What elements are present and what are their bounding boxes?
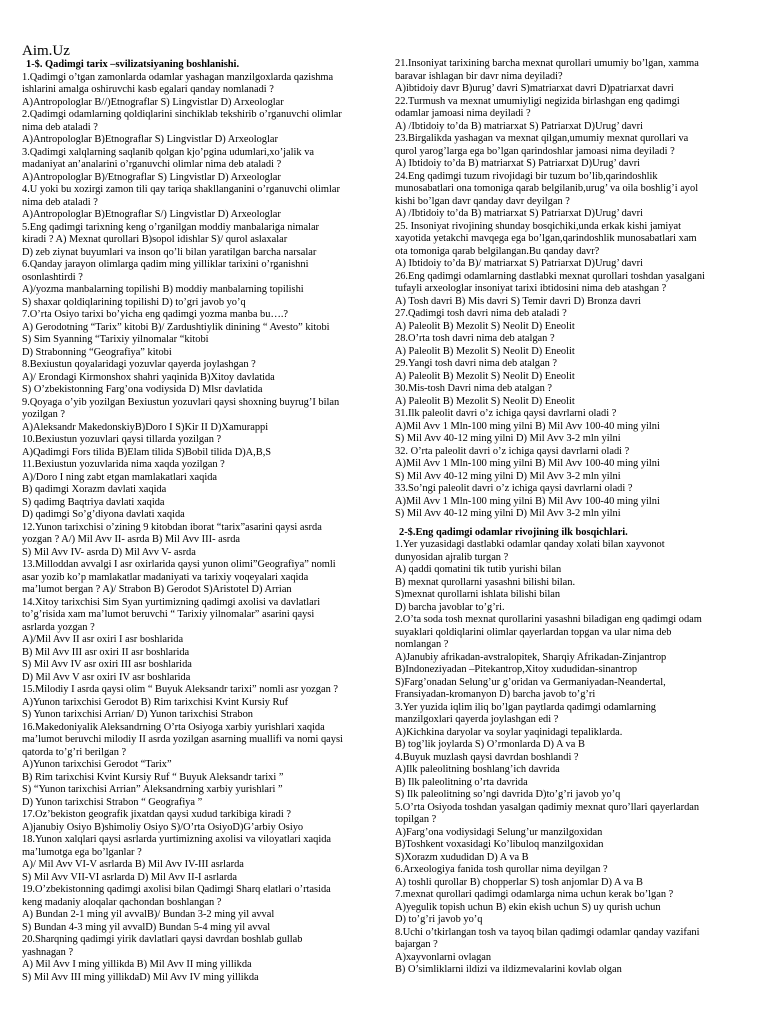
question-line: 26.Eng qadimgi odamlarning dastlabki mexnat qurollari toshdan yasalgani xyxy=(395,270,705,282)
question-line: D) Mil Avv V asr oxiri IV asr boshlarida xyxy=(22,671,191,683)
question-line: A)xayvonlarni ovlagan xyxy=(395,951,492,963)
question-line: B) Ilk paleolitning o’rta davrida xyxy=(395,776,528,788)
question-line: 8.Bexiustun qoyalaridagi yozuvlar qayerda joylashgan ? xyxy=(22,359,256,370)
question-line: baravar ishlagan bir davr nima deyiladi? xyxy=(395,70,563,82)
question-line: Fransiyadan-kromanyon D) barcha javob to’g’ri xyxy=(395,689,596,700)
question-line: D) Strabonning “Geografiya” kitobi xyxy=(22,346,172,358)
question-line: A)Farg’ona vodiysidagi Selung’ur manzilgoxidan xyxy=(395,826,603,838)
question-line: S)Xorazm xududidan D) A va B xyxy=(395,851,529,863)
question-line: keng madaniy aloqalar qachondan boshlangan ? xyxy=(22,896,222,908)
question-line: 25. Insoniyat rivojining shunday bosqichiki,unda erkak kishi jamiyat xyxy=(395,220,681,232)
question-line: S) Mil Avv IV- asrda D) Mil Avv V- asrda xyxy=(22,546,196,558)
question-line: asar yozib ko’p mamlakatlar madaniyati va tarixiy voqeyalari xaqida xyxy=(22,571,309,583)
question-line: qatorda to’g’ri berilgan ? xyxy=(22,746,127,758)
question-line: 12.Yunon tarixchisi o’zining 9 kitobdan iborat “tarix”asarini qaysi asrda xyxy=(22,521,322,533)
question-line: 3.Yer yuzida iqlim iliq bo’lgan paytlarda qadimgi odamlarning xyxy=(395,701,656,713)
question-line: xayotida yetakchi mavqega ega bo’lgan,qarindoshlik munosabatlari xam xyxy=(395,233,697,244)
question-line: 13.Milloddan avvalgi I asr oxirlarida qaysi yunon olimi”Geografiya” nomli xyxy=(22,559,336,570)
question-line: 33.So’ngi paleolit davri o’z ichiga qaysi davrlarni oladi ? xyxy=(395,483,633,494)
section-heading: 1-$. Qadimgi tarix –svilizatsiyaning boshlanishi. xyxy=(26,59,240,70)
question-line: topilgan ? xyxy=(395,814,437,825)
question-line: 1.Yer yuzasidagi dastlabki odamlar qanday xolati bilan xayvonot xyxy=(395,539,665,550)
question-line: B)Indoneziyadan –Pitekantrop,Xitoy xududidan-sinantrop xyxy=(395,664,638,675)
question-line: D) barcha javoblar to’g’ri. xyxy=(395,601,505,613)
question-line: 20.Sharqning qadimgi yirik davlatlari qaysi davrdan boshlab gullab xyxy=(22,934,303,945)
question-line: A)Mil Avv 1 Mln-100 ming yilni B) Mil Avv 100-40 ming yilni xyxy=(395,458,660,469)
question-line: A)/ Erondagi Kirmonshox shahri yaqinida B)Xitoy davlatida xyxy=(22,371,275,383)
question-line: A) Mil Avv I ming yillikda B) Mil Avv II ming yillikda xyxy=(22,959,252,970)
question-line: 8.Uchi o’tkirlangan tosh va tayoq bilan qadimgi odamlar qanday vazifani xyxy=(395,926,700,938)
question-line: A)ibtidoiy davr B)urug’ davri S)matriarxat davri D)patriarxat davri xyxy=(395,83,674,94)
question-line: to’g’risida xam ma’lumot beruvchi “ Tarixiy yilnomalar” asarini qaysi xyxy=(22,609,315,620)
question-line: A) Paleolit B) Mezolit S) Neolit D) Eneolit xyxy=(395,370,575,382)
question-line: qurol yarog’larga ega bo’lgan qarindoshlar jamoasi nima deyiladi ? xyxy=(395,145,675,157)
question-line: 5.O’rta Osiyoda toshdan yasalgan qadimiy mexnat quro’llari qayerlardan xyxy=(395,801,700,813)
question-line: 3.Qadimgi xalqlarning saqlanib qolgan kjo’pgina udumlari,xo’jalik va xyxy=(22,146,315,158)
question-line: kishi bo’lgan davr qanday davr deyilgan ? xyxy=(395,195,570,207)
site-brand: Aim.Uz xyxy=(22,43,70,59)
question-line: B) mexnat qurollarni yasashni bilishi bilan. xyxy=(395,576,576,588)
question-line: 29.Yangi tosh davri nima deb atalgan ? xyxy=(395,358,557,369)
question-line: A) Gerodotning “Tarix” kitobi B)/ Zardushtiylik dinining “ Avesto” kitobi xyxy=(22,321,330,333)
question-line: B)Toshkent voxasidagi Ko’libuloq manzilgoxidan xyxy=(395,839,604,850)
right-text-block xyxy=(395,58,757,977)
question-line: S) shaxar qoldiqlarining topilishi D) to’gri javob yo’q xyxy=(22,296,246,308)
question-line: S) qadimg Baqtriya davlati xaqida xyxy=(22,496,165,508)
question-line: A)Antropologlar B//)Etnograflar S) Lingvistlar D) Arxeologlar xyxy=(22,96,284,108)
question-line: 1.Qadimgi o’tgan zamonlarda odamlar yashagan manzilgoxlarda qazishma xyxy=(22,71,334,83)
question-line: 11.Bexiustun yozuvlarida nima xaqda yozilgan ? xyxy=(22,459,225,470)
question-line: 30.Mis-tosh Davri nima deb atalgan ? xyxy=(395,383,552,394)
question-line: 6.Qanday jarayon olimlarga qadim ming yilliklar tarixini o’rganishni xyxy=(22,259,309,270)
question-line: S) Mil Avv IV asr oxiri III asr boshlarida xyxy=(22,659,192,670)
question-line: 4.Buyuk muzlash qaysi davrdan boshlandi ? xyxy=(395,751,579,763)
question-line: A) Ibtidoiy to’da B)/ matriarxat S) Patriarxat D)Urug’ davri xyxy=(395,258,643,269)
question-line: A)Yunon tarixchisi Gerodot “Tarix” xyxy=(22,759,172,770)
question-line: S) Mil Avv 40-12 ming yilni D) Mil Avv 3-2 mln yilni xyxy=(395,470,621,482)
question-line: S) Mil Avv 40-12 ming yilni D) Mil Avv 3-2 mln yilni xyxy=(395,433,621,444)
question-line: A)Ilk paleolitning boshlang’ich davrida xyxy=(395,764,560,775)
question-line: yozgan ? A/) Mil Avv II- asrda B) Mil Avv III- asrda xyxy=(22,534,241,545)
question-line: A) Tosh davri B) Mis davri S) Temir davri D) Bronza davri xyxy=(395,295,642,307)
question-line: S) Sim Syanning “Tarixiy yilnomalar “kitobi xyxy=(22,334,209,345)
question-line: A)Yunon tarixchisi Gerodot B) Rim tarixchisi Kvint Kursiy Ruf xyxy=(22,696,289,708)
question-line: S) Mil Avv 40-12 ming yilni D) Mil Avv 3-2 mln yilni xyxy=(395,508,621,519)
question-line: A)/Mil Avv II asr oxiri I asr boshlarida xyxy=(22,634,184,645)
question-line: A) Paleolit B) Mezolit S) Neolit D) Eneolit xyxy=(395,345,575,357)
question-line: 15.Milodiy I asrda qaysi olim “ Buyuk Aleksandr tarixi” nomli asr yozgan ? xyxy=(22,684,338,695)
question-line: A) toshli qurollar B) chopperlar S) tosh anjomlar D) A va B xyxy=(395,876,643,888)
question-line: S) Mil Avv VII-VI asrlarda D) Mil Avv II-I asrlarda xyxy=(22,871,237,883)
question-line: ma’lumotga ega bo’lganlar ? xyxy=(22,846,142,858)
question-line: 2.O’ta soda tosh mexnat qurollarini yasashni biladigan eng qadimgi odam xyxy=(395,614,702,625)
question-line: odamlar jamoasi nima deyiladi ? xyxy=(395,108,531,119)
question-line: 22.Turmush va mexnat umumiyligi negizida birlashgan eng qadimgi xyxy=(395,95,680,107)
question-line: asrlarda yozgan ? xyxy=(22,621,95,633)
question-line: B) Rim tarixchisi Kvint Kursiy Ruf “ Buyuk Aleksandr tarixi ” xyxy=(22,771,284,783)
question-line: A) Paleolit B) Mezolit S) Neolit D) Eneolit xyxy=(395,320,575,332)
question-line: 16.Makedoniyalik Aleksandrning O’rta Osiyoga xarbiy yurishlari xaqida xyxy=(22,721,325,733)
question-line: A) Bundan 2-1 ming yil avvalB)/ Bundan 3-2 ming yil avval xyxy=(22,909,275,920)
question-line: nomlangan ? xyxy=(395,639,449,650)
question-line: D) to’g’ri javob yo’q xyxy=(395,914,483,925)
question-line: 14.Xitoy tarixchisi Sim Syan yurtimizning qadimgi axolisi va davlatlari xyxy=(22,596,321,608)
question-line: A)yegulik topish uchun B) ekin ekish uchun S) uy qurish uchun xyxy=(395,901,661,913)
question-line: B) O’simliklarni ildizi va ildizmevalarini kovlab olgan xyxy=(395,964,622,975)
question-line: S) Yunon tarixchisi Arrian/ D) Yunon tarixchisi Strabon xyxy=(22,709,253,720)
question-line: kiradi ? A) Mexnat qurollari B)sopol idishlar S)/ qurol aslaxalar xyxy=(22,234,288,245)
question-line: nima deb ataladi ? xyxy=(22,121,98,133)
question-line: 9.Qoyaga o’yib yozilgan Bexiustun yozuvlari qaysi shoxning buyrug’I bilan xyxy=(22,396,340,408)
question-line: D) Yunon tarixchisi Strabon “ Geografiya ” xyxy=(22,796,203,808)
question-line: 2.Qadimgi odamlarning qoldiqlarini sinchiklab tekshirib o’rganuvchi olimlar xyxy=(22,109,342,120)
question-line: nima deb ataladi ? xyxy=(22,196,98,208)
question-line: 24.Eng qadimgi tuzum rivojidagi bir tuzum bo’lib,qarindoshlik xyxy=(395,170,658,182)
question-line: A)Janubiy afrikadan-avstralopitek, Sharqiy Afrikadan-Zinjantrop xyxy=(395,651,667,663)
question-line: munosabatlari ona tomoniga qarab belgilanib,urug’ va oila boshlig’i ayol xyxy=(395,183,699,194)
question-line: 10.Bexiustun yozuvlari qaysi tillarda yozilgan ? xyxy=(22,434,222,445)
question-line: A)/Doro I ning zabt etgan mamlakatlari xaqida xyxy=(22,471,218,483)
question-line: S) Ilk paleolitning so’ngi davrida D)to’g’ri javob yo’q xyxy=(395,789,621,800)
question-line: D) qadimgi So’g’diyona davlati xaqida xyxy=(22,509,185,520)
question-line: tufayli arxeologlar insoniyat tarixi ibtidosini nima deb atashgan ? xyxy=(395,283,667,294)
question-line: 23.Birgalikda yashagan va mexnat qilgan,umumiy mexnat qurollari va xyxy=(395,133,689,144)
question-line: B) tog’lik joylarda S) O’rmonlarda D) A va B xyxy=(395,739,585,750)
question-line: madaniyat an’analarini o’rganuvchi olimlar nima deb ataladi ? xyxy=(22,159,282,170)
question-line: 32. O’rta paleolit davri o’z ichiga qaysi davrlarni oladi ? xyxy=(395,445,630,457)
question-line: dunyosidan ajralib turgan ? xyxy=(395,551,509,563)
question-line: ota tomoniga qarab belgilangan.Bu qanday davr? xyxy=(395,245,600,257)
question-line: A) qaddi qomatini tik tutib yurishi bilan xyxy=(395,564,562,575)
question-line: S) Bundan 4-3 ming yil avvalD) Bundan 5-4 ming yil avval xyxy=(22,921,271,933)
question-line: S)mexnat qurollarni ishlata bilishi bilan xyxy=(395,589,561,600)
question-line: 7.O’rta Osiyo tarixi bo’yicha eng qadimgi yozma manba bu….? xyxy=(22,309,289,320)
left-text-block xyxy=(22,59,384,984)
question-line: suyaklari qoldiqlarini olimlar qayerlardan topgan va ular nima deb xyxy=(395,626,672,638)
question-line: yashnagan ? xyxy=(22,946,74,958)
question-line: A)Antropologlar B)Etnograflar S/) Lingvistlar D) Arxeologlar xyxy=(22,209,281,220)
question-line: manzilgoxlari qayerda joylashgan edi ? xyxy=(395,714,559,725)
question-line: A)Qadimgi Fors tilida B)Elam tilida S)Bobil tilida D)A,B,S xyxy=(22,446,272,458)
question-line: 21.Insoniyat tarixining barcha mexnat qurollari umumiy bo’lgan, xamma xyxy=(395,58,699,69)
question-line: ma’lumot beruvchi milodiy II asrda yozilgan asarning muallifi va nomi qaysi xyxy=(22,734,343,745)
question-line: A)Mil Avv 1 Mln-100 ming yilni B) Mil Avv 100-40 ming yilni xyxy=(395,495,660,507)
question-line: A)Antropologlar B)Etnograflar S) Lingvistlar D) Arxeologlar xyxy=(22,134,278,145)
question-line: ma’lumot bergan ? A)/ Strabon B) Gerodot S)Aristotel D) Arrian xyxy=(22,584,292,595)
question-line: ishlarini amalga oshiruvchi kasb egalari qanday nomlanadi ? xyxy=(22,84,274,95)
question-line: S)Farg’onadan Selung’ur g’oridan va Germaniyadan-Neandertal, xyxy=(395,676,666,688)
question-line: D) zeb ziynat buyumlari va inson qo’li bilan yaratilgan barcha narsalar xyxy=(22,246,317,258)
question-line: A) /Ibtidoiy to’da B) matriarxat S) Patriarxat D)Urug’ davri xyxy=(395,120,643,132)
question-line: 28.O’rta tosh davri nima deb atalgan ? xyxy=(395,333,555,344)
question-line: A) Paleolit B) Mezolit S) Neolit D) Eneolit xyxy=(395,395,575,407)
question-line: yozilgan ? xyxy=(22,409,65,420)
question-line: 7.mexnat qurollari qadimgi odamlarga nima uchun kerak bo’lgan ? xyxy=(395,889,674,900)
question-line: S) Mil Avv III ming yillikdaD) Mil Avv IV ming yillikda xyxy=(22,971,259,983)
question-line: 19.O’zbekistonning qadimgi axolisi bilan Qadimgi Sharq elatlari o’rtasida xyxy=(22,884,331,895)
left-column xyxy=(22,44,384,984)
question-line: 31.Ilk paleolit davri o’z ichiga qaysi davrlarni oladi ? xyxy=(395,408,617,419)
question-line: S) O’zbekistonning Farg’ona vodiysida D) Mlsr davlatida xyxy=(22,384,263,395)
question-line: S) “Yunon tarixchisi Arrian” Aleksandrning xarbiy yurishlari ” xyxy=(22,784,283,795)
right-column xyxy=(395,58,757,977)
question-line: B) qadimgi Xorazm davlati xaqida xyxy=(22,484,167,495)
question-line: 18.Yunon xalqlari qaysi asrlarda yurtimizning axolisi va viloyatlari xaqida xyxy=(22,834,332,845)
question-line: A)/yozma manbalarning topilishi B) moddiy manbalarning topilishi xyxy=(22,284,304,295)
question-line: B) Mil Avv III asr oxiri II asr boshlarida xyxy=(22,646,190,658)
question-line: 6.Arxeologiya fanida tosh qurollar nima deyilgan ? xyxy=(395,864,608,875)
section-heading: 2-$.Eng qadimgi odamlar rivojining ilk bosqichlari. xyxy=(399,526,628,538)
question-line: A)Antropologlar B)/Etnograflar S) Lingvistlar D) Arxeologlar xyxy=(22,171,281,183)
question-line: A)Kichkina daryolar va soylar yaqinidagi tepaliklarda. xyxy=(395,726,623,738)
question-line: 5.Eng qadimgi tarixning keng o’rganilgan moddiy manbalariga nimalar xyxy=(22,221,320,233)
question-line: A)janubiy Osiyo B)shimoliy Osiyo S)/O’rta OsiyoD)G’arbiy Osiyo xyxy=(22,821,304,833)
question-line: 27.Qadimgi tosh davri nima deb ataladi ? xyxy=(395,308,567,319)
question-line: bajargan ? xyxy=(395,939,438,950)
question-line: A) Ibtidoiy to’da B) matriarxat S) Patriarxat D)Urug’ davri xyxy=(395,158,641,169)
question-line: 17.Oz’bekiston geografik jixatdan qaysi xudud tarkibiga kiradi ? xyxy=(22,809,291,820)
question-line: A)Mil Avv 1 Mln-100 ming yilni B) Mil Avv 100-40 ming yilni xyxy=(395,420,660,432)
question-line: A) /Ibtidoiy to’da B) matriarxat S) Patriarxat D)Urug’ davri xyxy=(395,208,643,219)
question-line: osonlashtirdi ? xyxy=(22,271,83,283)
question-line: A)Aleksandr MakedonskiyB)Doro I S)Kir II D)Xamurappi xyxy=(22,421,269,433)
question-line: 4.U yoki bu xozirgi zamon tili qay tariqa shakllanganini o’rganuvchi olimlar xyxy=(22,184,340,195)
question-line: A)/ Mil Avv VI-V asrlarda B) Mil Avv IV-III asrlarda xyxy=(22,859,244,870)
